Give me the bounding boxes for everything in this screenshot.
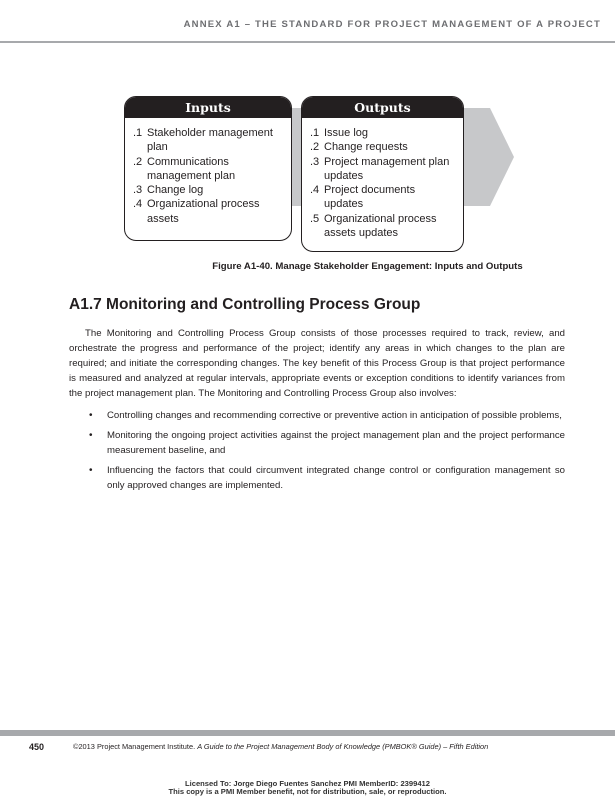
item-number: .2 bbox=[310, 141, 320, 154]
inputs-box bbox=[124, 96, 292, 241]
item-text: Issue log bbox=[324, 127, 369, 139]
item-text: Organizational process assets bbox=[147, 198, 260, 225]
list-item bbox=[310, 155, 455, 184]
item-number: .3 bbox=[310, 155, 320, 168]
running-header: ANNEX A1 – THE STANDARD FOR PROJECT MANAGEMENT OF A PROJECT bbox=[183, 19, 601, 30]
item-text: Project documents updates bbox=[324, 184, 416, 211]
list-item bbox=[133, 155, 283, 184]
list-item bbox=[310, 140, 455, 154]
item-number: .1 bbox=[310, 127, 320, 139]
figure-caption: Figure A1-40. Manage Stakeholder Engagement: Inputs and Outputs bbox=[212, 261, 523, 272]
bullet-list bbox=[69, 408, 565, 498]
item-number: .1 bbox=[133, 127, 143, 139]
inputs-title: Inputs bbox=[125, 97, 291, 118]
bullet-text: Monitoring the ongoing project activities against the project management plan and the project performance measurement baseline, and bbox=[107, 430, 565, 457]
bullet-item bbox=[69, 463, 565, 493]
book-title: A Guide to the Project Management Body of Knowledge (PMBOK® Guide) – Fifth Edition bbox=[197, 742, 489, 751]
section-heading: A1.7 Monitoring and Controlling Process Group bbox=[69, 296, 421, 313]
item-text: Change requests bbox=[324, 141, 408, 154]
footer-rule bbox=[0, 730, 615, 736]
list-item bbox=[310, 212, 455, 241]
page-number: 450 bbox=[29, 742, 45, 752]
license-disclaimer: This copy is a PMI Member benefit, not for distribution, sale, or reproduction. bbox=[168, 787, 447, 796]
bullet-text: Influencing the factors that could circumvent integrated change control or configuration management so only approved changes are implemented. bbox=[107, 465, 565, 492]
body-paragraph: The Monitoring and Controlling Process Group consists of those processes required to track, review, and orchestrate the progress and performance of the project; identify any areas in which changes to the plan are required; and initiate the corresponding changes. The key benefit of this Process Group is that project performance is measured and analyzed at regular intervals, appropriate events or exception conditions to identify variances from the project management plan. The Monitoring and Controlling Process Group also involves: bbox=[69, 328, 565, 400]
item-number: .2 bbox=[133, 155, 143, 168]
bullet-item bbox=[69, 408, 565, 423]
item-text: Organizational process assets updates bbox=[324, 212, 437, 240]
outputs-box bbox=[301, 96, 464, 252]
copyright-line bbox=[73, 742, 488, 751]
outputs-title: Outputs bbox=[302, 97, 463, 118]
bullet-text: Controlling changes and recommending corrective or preventive action in anticipation of possible problems, bbox=[107, 410, 562, 421]
figure-diagram bbox=[0, 0, 615, 272]
outputs-list bbox=[302, 118, 463, 240]
list-item bbox=[133, 197, 283, 226]
list-item bbox=[310, 183, 455, 212]
license-notice: Licensed To: Jorge Diego Fuentes Sanchez PMI MemberID: 2399412 bbox=[184, 779, 431, 788]
item-number: .4 bbox=[310, 184, 320, 197]
list-item bbox=[133, 183, 283, 197]
inputs-list bbox=[125, 118, 291, 226]
bullet-icon: • bbox=[89, 430, 93, 442]
list-item bbox=[133, 126, 283, 155]
item-text: Communications management plan bbox=[147, 155, 236, 182]
list-item bbox=[310, 126, 455, 140]
item-number: .4 bbox=[133, 198, 143, 211]
item-text: Change log bbox=[147, 184, 204, 197]
item-number: .5 bbox=[310, 212, 320, 225]
item-text: Stakeholder management plan bbox=[147, 127, 273, 154]
bullet-item bbox=[69, 428, 565, 458]
bullet-icon: • bbox=[89, 465, 93, 477]
bullet-icon: • bbox=[89, 410, 93, 421]
copyright-prefix: ©2013 Project Management Institute. bbox=[73, 742, 198, 751]
item-text: Project management plan updates bbox=[324, 155, 450, 182]
item-number: .3 bbox=[133, 184, 143, 197]
